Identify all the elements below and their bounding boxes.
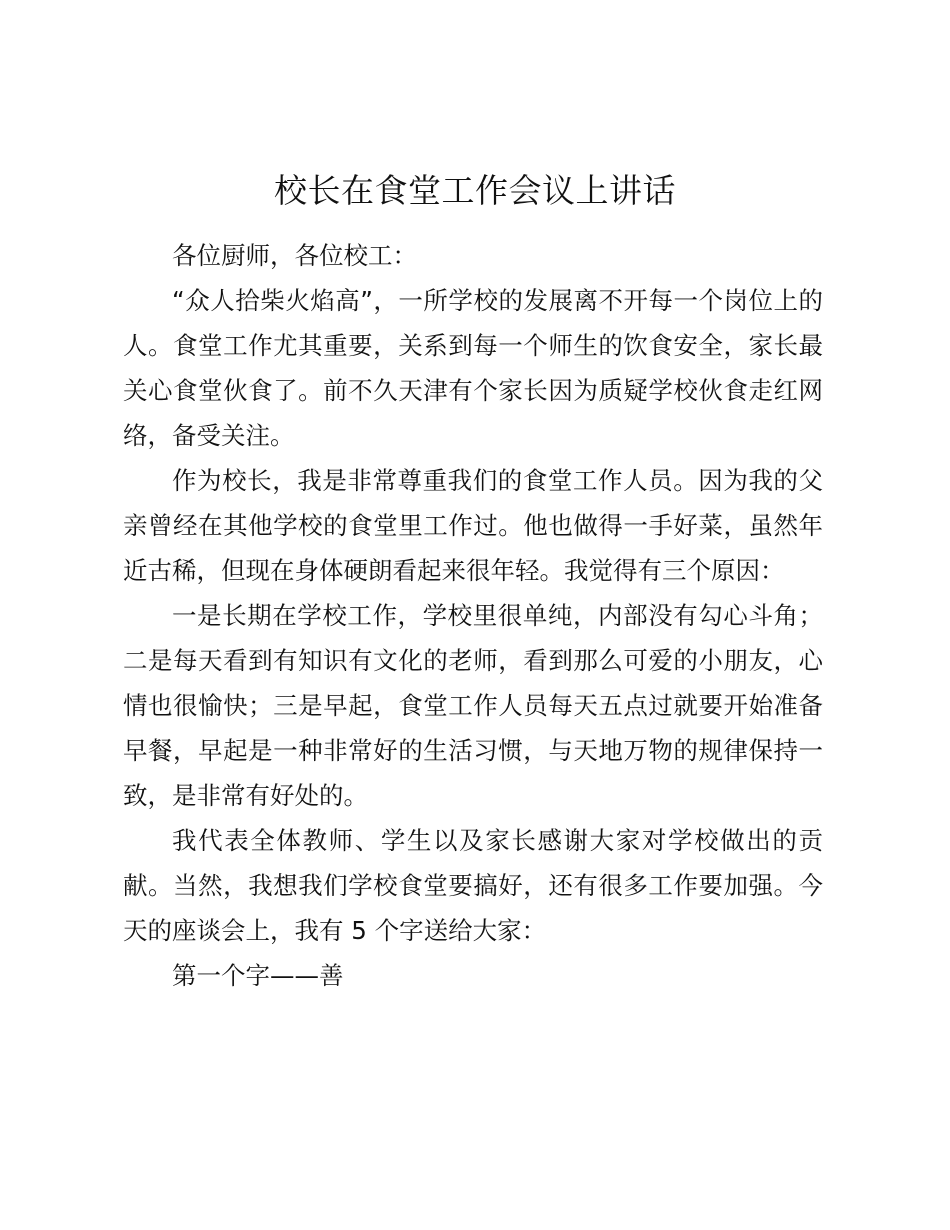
section-heading-paragraph: 第一个字——善 (172, 961, 344, 990)
document-body (123, 233, 823, 998)
body-paragraph: 我代表全体教师、学生以及家长感谢大家对学校做出的贡献。当然，我想我们学校食堂要搞好，还有很多工作要加强。今天的座谈会上，我有 5 个字送给大家： (123, 826, 823, 945)
body-paragraph: 一是长期在学校工作，学校里很单纯，内部没有勾心斗角；二是每天看到有知识有文化的老师，看到那么可爱的小朋友，心情也很愉快；三是早起，食堂工作人员每天五点过就要开始准备早餐，早起是一种非常好的生活习惯，与天地万物的规律保持一致，是非常有好处的。 (123, 601, 823, 810)
document-title: 校长在食堂工作会议上讲话 (274, 171, 676, 210)
greeting-paragraph: 各位厨师，各位校工： (172, 241, 417, 270)
body-paragraph: “众人拾柴火焰高”，一所学校的发展离不开每一个岗位上的人。食堂工作尤其重要，关系到每一个师生的饮食安全，家长最关心食堂伙食了。前不久天津有个家长因为质疑学校伙食走红网络，备受关注。 (123, 286, 823, 450)
body-paragraph: 作为校长，我是非常尊重我们的食堂工作人员。因为我的父亲曾经在其他学校的食堂里工作过。他也做得一手好菜，虽然年近古稀，但现在身体硬朗看起来很年轻。我觉得有三个原因： (123, 466, 823, 585)
